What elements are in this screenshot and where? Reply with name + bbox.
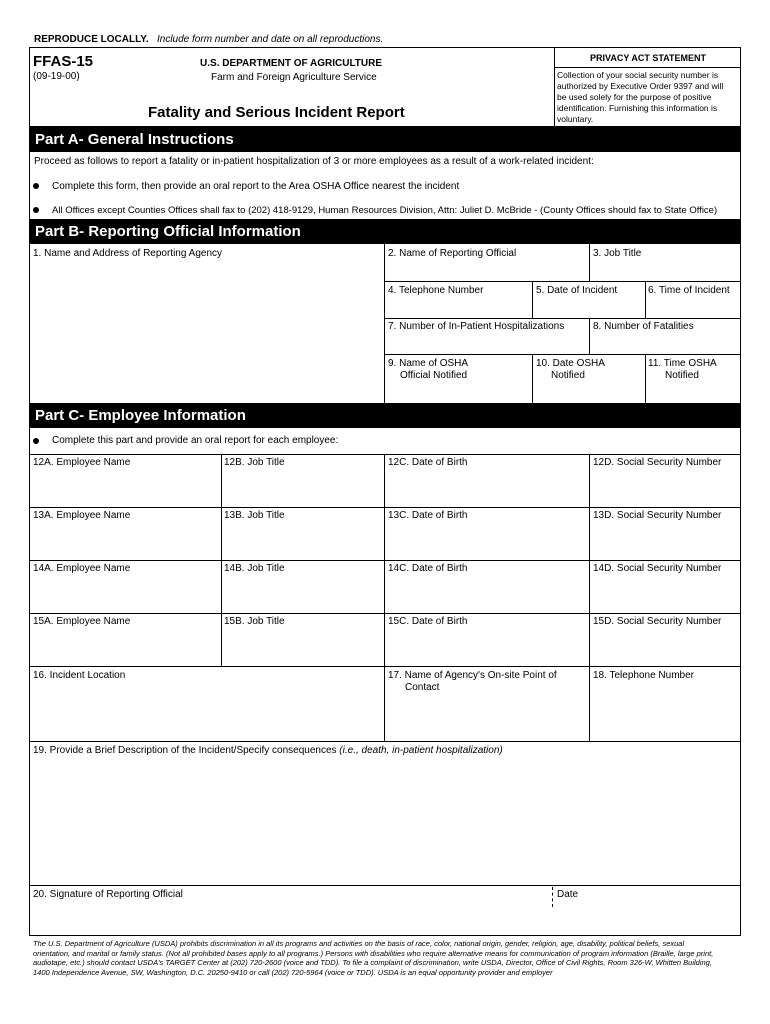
field-label: 7. Number of In-Patient Hospitalizations xyxy=(388,321,565,332)
field-label: Notified xyxy=(665,370,699,381)
non-discrimination-statement: The U.S. Department of Agriculture (USDA) prohibits discrimination in all its programs and activities on the basis of race, color, national origin, gender, religion, age, disability, political beliefs, sexual orientation, and marital or family status. (Not all prohibited bases apply to all programs.) Persons with disabilities who require alternative means for communication of program information (Braille, large print, audiotape, etc.) should contact USDA's TARGET Center at (202) 720-2600 (voice and TDD). To file a complaint of discrimination, write USDA, Director, Office of Civil Rights, Room 326-W, Whitten Building, 1400 Independence Avenue, SW, Washington, D.C. 20250-9410 or call (202) 720-5964 (voice or TDD). USDA is an equal opportunity provider and employer xyxy=(33,939,714,977)
field-label: 13B. Job Title xyxy=(224,510,285,521)
bullet-icon xyxy=(33,183,39,189)
agency-name-address-field[interactable] xyxy=(30,245,384,403)
privacy-title: PRIVACY ACT STATEMENT xyxy=(590,53,707,63)
part-a-heading: Part A- General Instructions xyxy=(29,127,741,152)
field-label: 15A. Employee Name xyxy=(33,616,131,627)
field-label: 6. Time of Incident xyxy=(648,285,730,296)
incident-description-field[interactable] xyxy=(30,742,740,885)
part-a-bullet-1: Complete this form, then provide an oral report to the Area OSHA Office nearest the incident xyxy=(52,181,460,192)
privacy-divider xyxy=(554,47,555,127)
agency-name: Farm and Foreign Agriculture Service xyxy=(211,72,377,83)
field-label: 1. Name and Address of Reporting Agency xyxy=(33,248,223,259)
field-label: 8. Number of Fatalities xyxy=(593,321,694,332)
field-label: Notified xyxy=(551,370,585,381)
signature-date-field[interactable] xyxy=(553,886,740,935)
field-label: 2. Name of Reporting Official xyxy=(388,248,517,259)
part-b-heading: Part B- Reporting Official Information xyxy=(29,219,741,244)
field-label: 20. Signature of Reporting Official xyxy=(33,889,183,900)
field-label: 15D. Social Security Number xyxy=(593,616,722,627)
bullet-icon xyxy=(33,207,39,213)
field-label: 12A. Employee Name xyxy=(33,457,131,468)
field-label: 12B. Job Title xyxy=(224,457,285,468)
department-name: U.S. DEPARTMENT OF AGRICULTURE xyxy=(200,58,383,69)
field-label: 14D. Social Security Number xyxy=(593,563,722,574)
field-label: 13D. Social Security Number xyxy=(593,510,722,521)
field-label: 19. Provide a Brief Description of the Incident/Specify consequences (i.e., death, in-patient hospitalization) xyxy=(33,745,503,756)
reproduce-note: Include form number and date on all reproductions. xyxy=(157,34,384,45)
part-a-bullet-2: All Offices except Counties Offices shall fax to (202) 418-9129, Human Resources Division, Attn: Juliet D. McBride - (County Offices should fax to State Office) xyxy=(52,205,718,216)
field-label: 18. Telephone Number xyxy=(593,670,694,681)
field-label: 12D. Social Security Number xyxy=(593,457,722,468)
field-label: 4. Telephone Number xyxy=(388,285,484,296)
field-label: Date xyxy=(557,889,579,900)
field-label: 17. Name of Agency's On-site Point of xyxy=(388,670,557,681)
field-label: 3. Job Title xyxy=(593,248,642,259)
bullet-icon xyxy=(33,438,39,444)
field-label: 14C. Date of Birth xyxy=(388,563,468,574)
field-label: 15B. Job Title xyxy=(224,616,285,627)
form-number: FFAS-15 xyxy=(33,53,94,70)
field-label: 14A. Employee Name xyxy=(33,563,131,574)
part-c-instruction: Complete this part and provide an oral report for each employee: xyxy=(52,435,339,446)
field-label: 13C. Date of Birth xyxy=(388,510,468,521)
field-label: 14B. Job Title xyxy=(224,563,285,574)
privacy-title-rule xyxy=(554,67,741,68)
field-label: Official Notified xyxy=(400,370,468,381)
part-c-heading: Part C- Employee Information xyxy=(29,403,741,428)
form-date: (09-19-00) xyxy=(33,71,80,82)
reproduce-bold: REPRODUCE LOCALLY. xyxy=(34,34,149,45)
reproduce-notice xyxy=(34,34,383,45)
field-label: 11. Time OSHA xyxy=(648,358,717,369)
page-title: Fatality and Serious Incident Report xyxy=(148,104,405,121)
field-label: Contact xyxy=(405,682,440,693)
privacy-text: Collection of your social security number is authorized by Executive Order 9397 and will be used solely for the purpose of positive identification. Furnishing this information is voluntary. xyxy=(557,70,724,124)
field-label: 10. Date OSHA xyxy=(536,358,605,369)
field-label: 12C. Date of Birth xyxy=(388,457,468,468)
part-a-intro: Proceed as follows to report a fatality or in-patient hospitalization of 3 or more employees as a result of a work-related incident: xyxy=(34,156,594,167)
field-label: 5. Date of Incident xyxy=(536,285,618,296)
field-label: 16. Incident Location xyxy=(33,670,126,681)
field-label: 9. Name of OSHA xyxy=(388,358,469,369)
field-label: 13A. Employee Name xyxy=(33,510,131,521)
field-label: 15C. Date of Birth xyxy=(388,616,468,627)
